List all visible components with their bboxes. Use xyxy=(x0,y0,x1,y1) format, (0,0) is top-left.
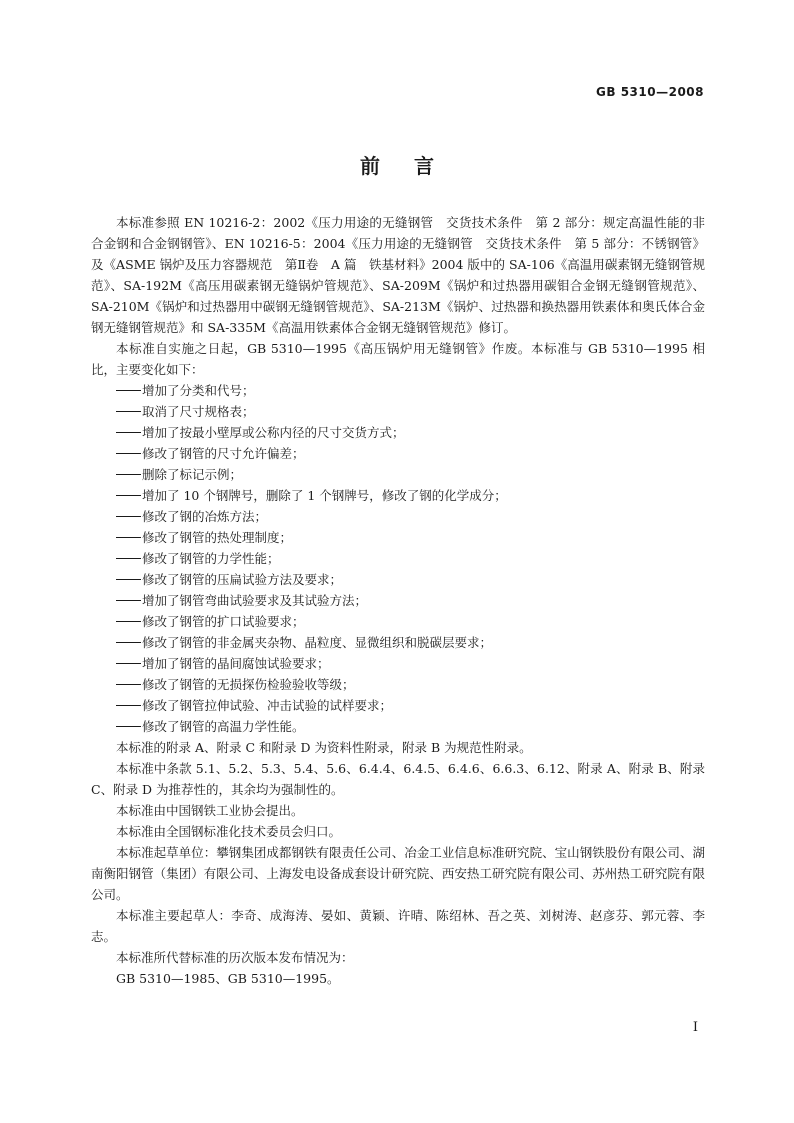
intro-paragraph-replacement: 本标准自实施之日起，GB 5310—1995《高压锅炉用无缝钢管》作废。本标准与 GB 5310—1995 相比，主要变化如下： xyxy=(91,341,705,377)
list-item xyxy=(91,695,705,716)
list-item-text: 修改了钢管的尺寸允许偏差； xyxy=(142,446,305,461)
drafters: 本标准主要起草人：李奇、成海涛、晏如、黄颖、许晴、陈绍林、吾之英、刘树涛、赵彦芬、郭元蓉、李志。 xyxy=(91,908,705,944)
proposer-note: 本标准由中国钢铁工业协会提出。 xyxy=(116,803,304,818)
list-item xyxy=(91,569,705,590)
dash-marker xyxy=(116,684,141,685)
list-item-text: 修改了钢管的高温力学性能。 xyxy=(142,719,305,734)
intro-paragraph-reference: 本标准参照 EN 10216-2：2002《压力用途的无缝钢管 交货技术条件 第 2 部分：规定高温性能的非合金钢和合金钢钢管》、EN 10216-5：2004《压力用途的无缝钢管 交货技术条件 第 5 部分：不锈钢管》及《ASME 锅炉及压力容器规范 第Ⅱ卷 A 篇 铁基材料》2004 版中的 SA-106《高温用碳素钢无缝钢管规范》、SA-192M《高压用碳素钢无缝锅炉管规范》、SA-209M《锅炉和过热器用碳钼合金钢无缝钢管规范》、SA-210M《锅炉和过热器用中碳钢无缝钢管规范》、SA-213M《锅炉、过热器和换热器用铁素体和奥氏体合金钢无缝钢管规范》和 SA-335M《高温用铁素体合金钢无缝钢管规范》修订。 xyxy=(91,215,705,335)
standard-code: GB 5310—2008 xyxy=(596,85,704,99)
dash-marker xyxy=(116,579,141,580)
list-item xyxy=(91,590,705,611)
list-item xyxy=(91,653,705,674)
dash-marker xyxy=(116,390,141,391)
dash-marker xyxy=(116,600,141,601)
list-item xyxy=(91,485,705,506)
list-item-text: 修改了钢管的力学性能； xyxy=(142,551,280,566)
list-item-text: 取消了尺寸规格表； xyxy=(142,404,255,419)
list-item-text: 增加了钢管的晶间腐蚀试验要求； xyxy=(142,656,330,671)
drafting-units: 本标准起草单位：攀钢集团成都钢铁有限责任公司、冶金工业信息标准研究院、宝山钢铁股份有限公司、湖南衡阳钢管（集团）有限公司、上海发电设备成套设计研究院、西安热工研究院有限公司、苏州热工研究院有限公司。 xyxy=(91,845,705,902)
list-item-text: 修改了钢管的压扁试验方法及要求； xyxy=(142,572,343,587)
list-item-text: 增加了钢管弯曲试验要求及其试验方法； xyxy=(142,593,368,608)
dash-marker xyxy=(116,474,141,475)
list-item xyxy=(91,443,705,464)
dash-marker xyxy=(116,642,141,643)
committee-note: 本标准由全国钢标准化技术委员会归口。 xyxy=(116,824,342,839)
list-item xyxy=(91,506,705,527)
list-item xyxy=(91,674,705,695)
page-number: I xyxy=(692,1020,698,1035)
list-item xyxy=(91,611,705,632)
list-item-text: 修改了钢的冶炼方法； xyxy=(142,509,268,524)
dash-marker xyxy=(116,726,141,727)
dash-marker xyxy=(116,453,141,454)
list-item xyxy=(91,422,705,443)
list-item-text: 修改了钢管的非金属夹杂物、晶粒度、显微组织和脱碳层要求； xyxy=(142,635,493,650)
history-versions: GB 5310—1985、GB 5310—1995。 xyxy=(116,971,340,986)
document-body xyxy=(91,212,705,989)
dash-marker xyxy=(116,621,141,622)
dash-marker xyxy=(116,558,141,559)
history-intro: 本标准所代替标准的历次版本发布情况为： xyxy=(116,950,354,965)
dash-marker xyxy=(116,432,141,433)
list-item xyxy=(91,380,705,401)
recommended-clauses-note: 本标准中条款 5.1、5.2、5.3、5.4、5.6、6.4.4、6.4.5、6.4.6、6.6.3、6.12、附录 A、附录 B、附录 C、附录 D 为推荐性的，其余均为强制性的。 xyxy=(91,761,705,797)
changes-list xyxy=(91,380,705,737)
list-item-text: 修改了钢管的热处理制度； xyxy=(142,530,293,545)
list-item xyxy=(91,632,705,653)
list-item xyxy=(91,548,705,569)
appendix-note: 本标准的附录 A、附录 C 和附录 D 为资料性附录，附录 B 为规范性附录。 xyxy=(116,740,532,755)
list-item-text: 修改了钢管的无损探伤检验验收等级； xyxy=(142,677,355,692)
dash-marker xyxy=(116,495,141,496)
dash-marker xyxy=(116,537,141,538)
dash-marker xyxy=(116,705,141,706)
page-title: 前言 xyxy=(360,154,468,178)
list-item xyxy=(91,527,705,548)
list-item xyxy=(91,716,705,737)
list-item-text: 修改了钢管的扩口试验要求； xyxy=(142,614,305,629)
dash-marker xyxy=(116,516,141,517)
list-item-text: 修改了钢管拉伸试验、冲击试验的试样要求； xyxy=(142,698,393,713)
list-item xyxy=(91,464,705,485)
list-item xyxy=(91,401,705,422)
list-item-text: 增加了按最小壁厚或公称内径的尺寸交货方式； xyxy=(142,425,405,440)
dash-marker xyxy=(116,663,141,664)
dash-marker xyxy=(116,411,141,412)
list-item-text: 增加了分类和代号； xyxy=(142,383,255,398)
list-item-text: 删除了标记示例； xyxy=(142,467,243,482)
list-item-text: 增加了 10 个钢牌号，删除了 1 个钢牌号，修改了钢的化学成分； xyxy=(142,488,507,503)
